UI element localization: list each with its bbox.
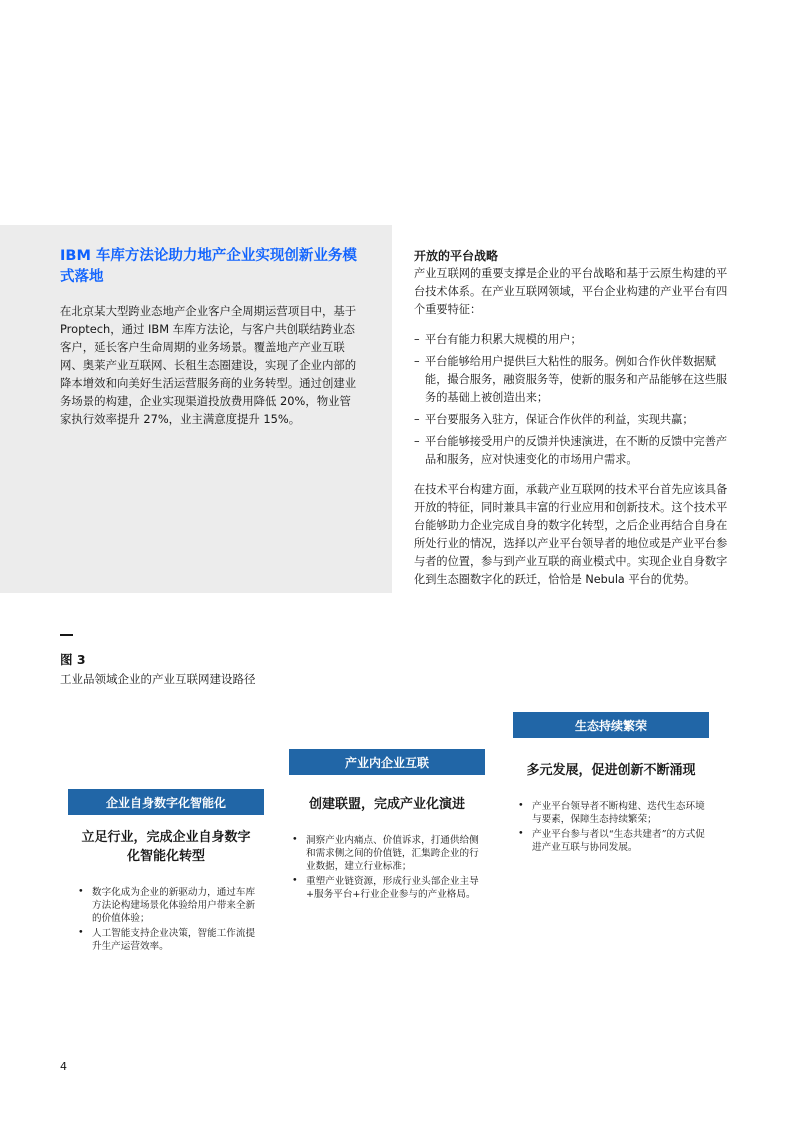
list-item: • 产业平台参与者以“生态共建者”的方式促进产业互联与协同发展。 — [518, 828, 705, 853]
stage-3-banner: 生态持续繁荣 — [513, 712, 709, 738]
list-item: • 洞察产业内痛点、价值诉求，打通供给侧和需求侧之间的价值链，汇集跨企业的行业数据，建立行业标准； — [292, 834, 479, 872]
list-item: – 平台有能力积累大规模的用户； — [414, 331, 729, 349]
stage-2-heading: 创建联盟，完成产业化演进 — [308, 797, 465, 812]
list-item: • 数字化成为企业的新驱动力，通过车库方法论构建场景化体验给用户带来全新的价值体验； — [78, 886, 256, 924]
section-heading: 开放的平台战略 — [414, 249, 499, 263]
stage-1-heading: 立足行业，完成企业自身数字化智能化转型 — [81, 830, 251, 864]
list-item: • 产业平台领导者不断构建、迭代生态环境与要素，保障生态持续繁荣； — [518, 800, 705, 825]
list-item: – 平台要服务入驻方，保证合作伙伴的利益，实现共赢； — [414, 411, 729, 429]
list-item: • 人工智能支持企业决策，智能工作流提升生产运营效率。 — [78, 927, 256, 952]
stage-2-list — [292, 834, 488, 903]
bullet-dot: • — [292, 834, 298, 845]
open-platform-section — [414, 247, 729, 589]
bullet-dot: • — [78, 927, 84, 938]
figure-label: 图 3 — [60, 652, 86, 667]
stage-3-list — [518, 800, 708, 856]
feature-list — [414, 331, 729, 469]
stage-2-banner: 产业内企业互联 — [289, 749, 485, 775]
case-study-title: IBM 车库方法论助力地产企业实现创新业务模式落地 — [60, 248, 357, 285]
list-item: • 重塑产业链资源，形成行业头部企业主导+服务平台+行业企业参与的产业格局。 — [292, 875, 479, 900]
case-study-body: 在北京某大型跨业态地产企业客户全周期运营项目中，基于 Proptech，通过 IBM 车库方法论，与客户共创联结跨业态客户，延长客户生命周期的业务场景。覆盖地产产业互联网、奥莱产业互联网、长租生态圈建设，实现了企业内部的降本增效和向美好生活运营服务商的业务转型。通过创建业务场景的构建，企业实现渠道投放费用降低 20%，物业管家执行效率提升 27%，业主满意度提升 15%。 — [60, 304, 357, 426]
dash-bullet: – — [414, 355, 420, 368]
page-number: 4 — [60, 1060, 67, 1073]
bullet-dot: • — [518, 828, 524, 839]
stage-1-banner: 企业自身数字化智能化 — [68, 789, 264, 815]
stage-3-heading: 多元发展，促进创新不断涌现 — [526, 763, 696, 778]
intro-paragraph: 产业互联网的重要支撑是企业的平台战略和基于云原生构建的平台技术体系。在产业互联网领域，平台企业构建的产业平台有四个重要特征： — [414, 267, 728, 316]
bullet-dot: • — [292, 875, 298, 886]
list-item: – 平台能够接受用户的反馈并快速演进，在不断的反馈中完善产品和服务，应对快速变化的市场用户需求。 — [414, 435, 728, 466]
figure-divider — [60, 634, 73, 636]
bullet-dot: • — [78, 886, 84, 897]
list-item: – 平台能够给用户提供巨大粘性的服务。例如合作伙伴数据赋能，撮合服务，融资服务等，使新的服务和产品能够在这些服务的基础上被创造出来； — [414, 355, 728, 404]
stage-1-list — [78, 886, 258, 955]
bullet-dot: • — [518, 800, 524, 811]
closing-paragraph: 在技术平台构建方面，承载产业互联网的技术平台首先应该具备开放的特征，同时兼具丰富的行业应用和创新技术。这个技术平台能够助力企业完成自身的数字化转型，之后企业再结合自身在所处行业的情况，选择以产业平台领导者的地位或是产业平台参与者的位置，参与到产业互联的商业模式中。实现企业自身数字化到生态圈数字化的跃迁，恰恰是 Nebula 平台的优势。 — [414, 483, 728, 586]
figure-caption: 工业品领域企业的产业互联网建设路径 — [60, 672, 256, 686]
dash-bullet: – — [414, 435, 420, 448]
dash-bullet: – — [414, 413, 420, 426]
dash-bullet: – — [414, 333, 420, 346]
